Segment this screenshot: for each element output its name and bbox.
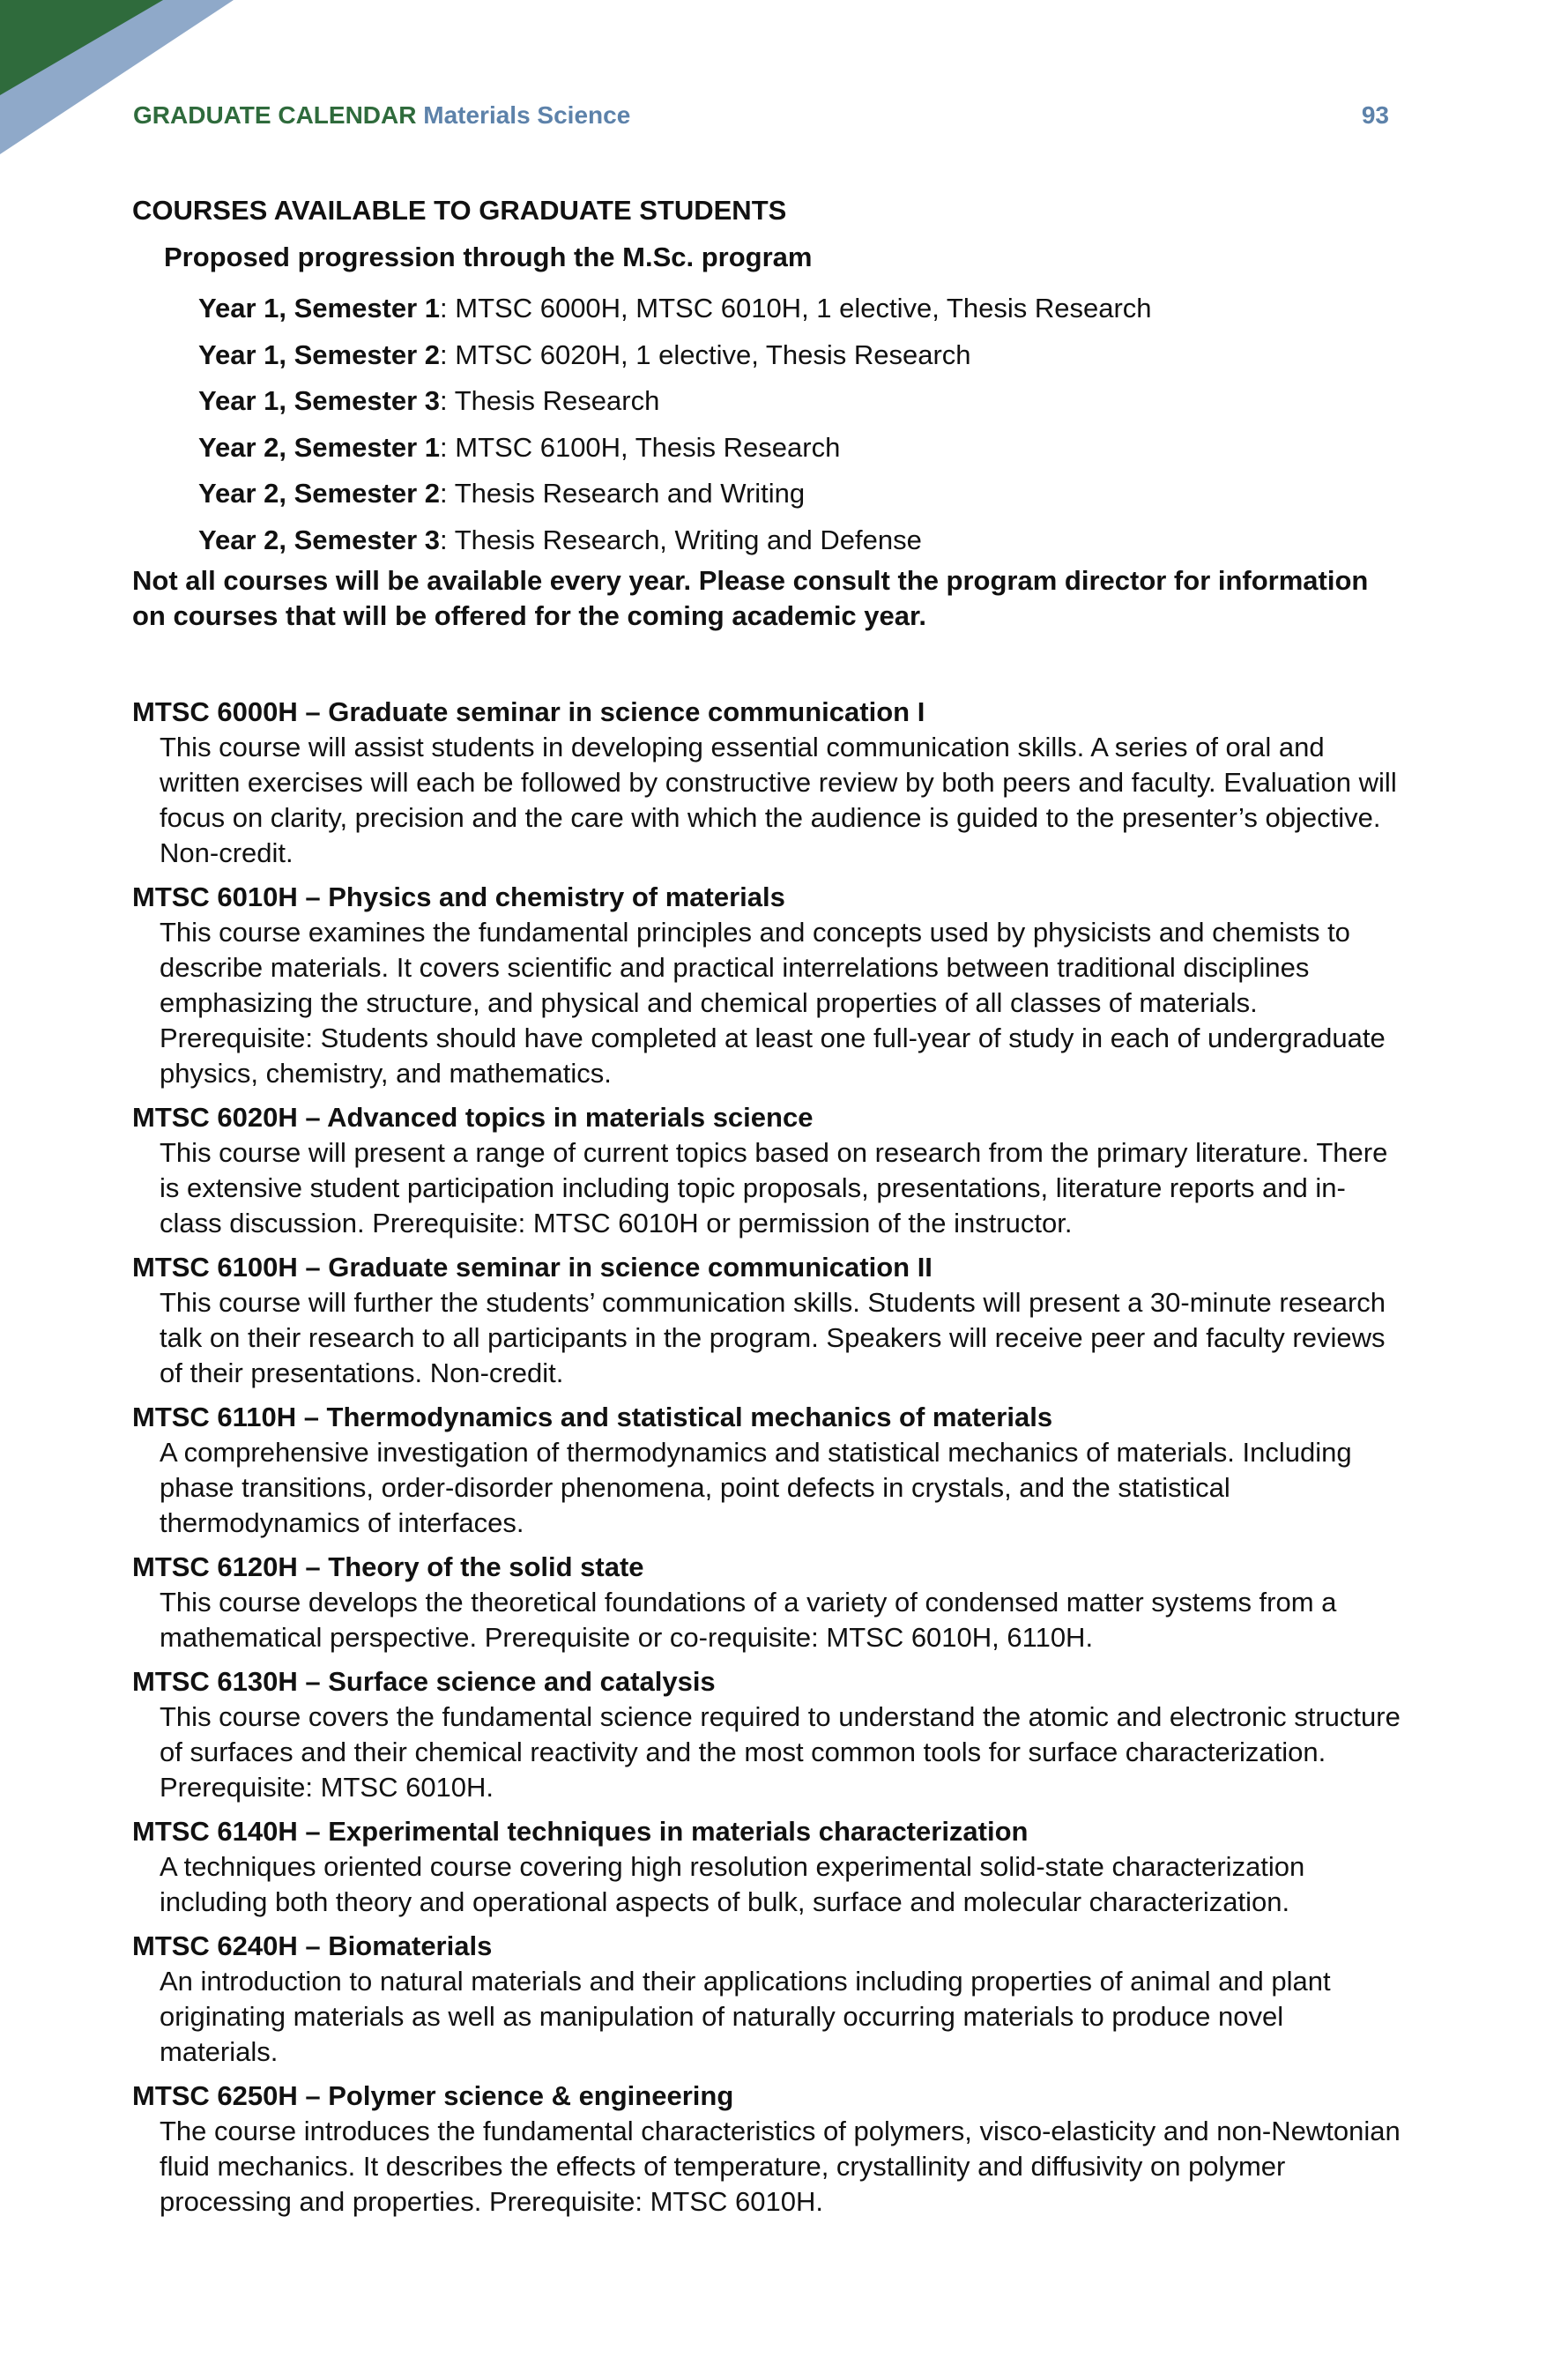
page-number: 93 [1361,101,1389,129]
course-title: MTSC 6010H – Physics and chemistry of materials [132,881,785,912]
progression-courses: : MTSC 6000H, MTSC 6010H, 1 elective, Thesis Research [440,293,1152,324]
course-description: This course examines the fundamental principles and concepts used by physicists and chemists to describe materials. It covers scientific and practical interrelations between traditional disciplines emphasizing the structure, and physical and chemical properties of all classes of materials. Prerequisite: Students should have completed at least one full-year of study in each of undergraduate physics, chemistry, and mathematics. [160,917,1386,1089]
running-header [133,101,630,130]
course-entry [132,1664,1401,1805]
progression-term: Year 2, Semester 1 [198,431,441,463]
course-description: This course develops the theoretical foundations of a variety of condensed matter systems from a mathematical perspective. Prerequisite or co-requisite: MTSC 6010H, 6110H. [160,1587,1337,1653]
progression-item [198,286,1401,332]
progression-item [198,378,1401,425]
course-title: MTSC 6110H – Thermodynamics and statistical mechanics of materials [132,1402,1053,1432]
course-title: MTSC 6020H – Advanced topics in materials science [132,1102,814,1133]
progression-courses: : MTSC 6100H, Thesis Research [440,431,841,463]
corner-decoration [0,0,264,176]
course-entry [132,1550,1401,1655]
progression-item [198,517,1401,564]
course-title: MTSC 6250H – Polymer science & engineering [132,2080,734,2111]
progression-item [198,425,1401,472]
progression-courses: : MTSC 6020H, 1 elective, Thesis Research [440,338,971,370]
course-entry [132,1400,1401,1541]
course-title: MTSC 6130H – Surface science and catalysis [132,1666,716,1697]
course-title: MTSC 6140H – Experimental techniques in materials characterization [132,1816,1029,1847]
progression-term: Year 2, Semester 3 [198,524,441,555]
page-title: COURSES AVAILABLE TO GRADUATE STUDENTS [132,195,787,226]
course-entry [132,1929,1401,2070]
course-description: This course will further the students’ communication skills. Students will present a 30-minute research talk on their research to all participants in the program. Speakers will receive peer and faculty reviews of their presentations. Non-credit. [160,1287,1386,1388]
progression-item [198,332,1401,379]
progression-courses: : Thesis Research [440,385,660,416]
course-entry [132,695,1401,871]
course-description: This course covers the fundamental science required to understand the atomic and electronic structure of surfaces and their chemical reactivity and the most common tools for surface characterization. Prerequisite: MTSC 6010H. [160,1701,1401,1803]
progression-term: Year 1, Semester 3 [198,385,441,416]
page-content [132,193,1401,2228]
progression-term: Year 1, Semester 1 [198,293,441,324]
course-entry [132,1100,1401,1241]
course-description: This course will assist students in developing essential communication skills. A series of oral and written exercises will each be followed by constructive review by both peers and faculty. Evaluation will focus on clarity, precision and the care with which the audience is guided to the presenter’s objective. Non-credit. [160,732,1397,868]
course-entry [132,1814,1401,1920]
course-description: A techniques oriented course covering high resolution experimental solid-state characterization including both theory and operational aspects of bulk, surface and molecular characterization. [160,1851,1305,1917]
progression-courses: : Thesis Research, Writing and Defense [440,524,922,555]
availability-notice: Not all courses will be available every year. Please consult the program director for information on courses that will be offered for the coming academic year. [132,565,1369,631]
progression-term: Year 1, Semester 2 [198,338,441,370]
course-entry [132,1250,1401,1391]
progression-heading: Proposed progression through the M.Sc. program [164,242,813,272]
progression-courses: : Thesis Research and Writing [440,478,806,509]
course-description: An introduction to natural materials and their applications including properties of animal and plant originating materials as well as manipulation of naturally occurring materials to produce novel materials. [160,1966,1331,2067]
course-entry [132,880,1401,1091]
progression-term: Year 2, Semester 2 [198,478,441,509]
course-description: The course introduces the fundamental characteristics of polymers, visco-elasticity and non-Newtonian fluid mechanics. It describes the effects of temperature, crystallinity and diffusivity on polymer processing and properties. Prerequisite: MTSC 6010H. [160,2116,1401,2217]
course-description: This course will present a range of current topics based on research from the primary literature. There is extensive student participation including topic proposals, presentations, literature reports and in-class discussion. Prerequisite: MTSC 6010H or permission of the instructor. [160,1137,1388,1238]
course-description: A comprehensive investigation of thermodynamics and statistical mechanics of materials. Including phase transitions, order-disorder phenomena, point defects in crystals, and the statistical thermodynamics of interfaces. [160,1437,1352,1538]
course-title: MTSC 6100H – Graduate seminar in science communication II [132,1252,933,1283]
course-entry [132,2079,1401,2220]
course-title: MTSC 6120H – Theory of the solid state [132,1551,644,1582]
progression-item [198,471,1401,517]
header-section-name: GRADUATE CALENDAR [133,101,417,129]
course-title: MTSC 6000H – Graduate seminar in science communication I [132,696,925,727]
course-title: MTSC 6240H – Biomaterials [132,1930,493,1961]
header-topic-name: Materials Science [423,101,631,129]
progression-list [132,286,1401,563]
